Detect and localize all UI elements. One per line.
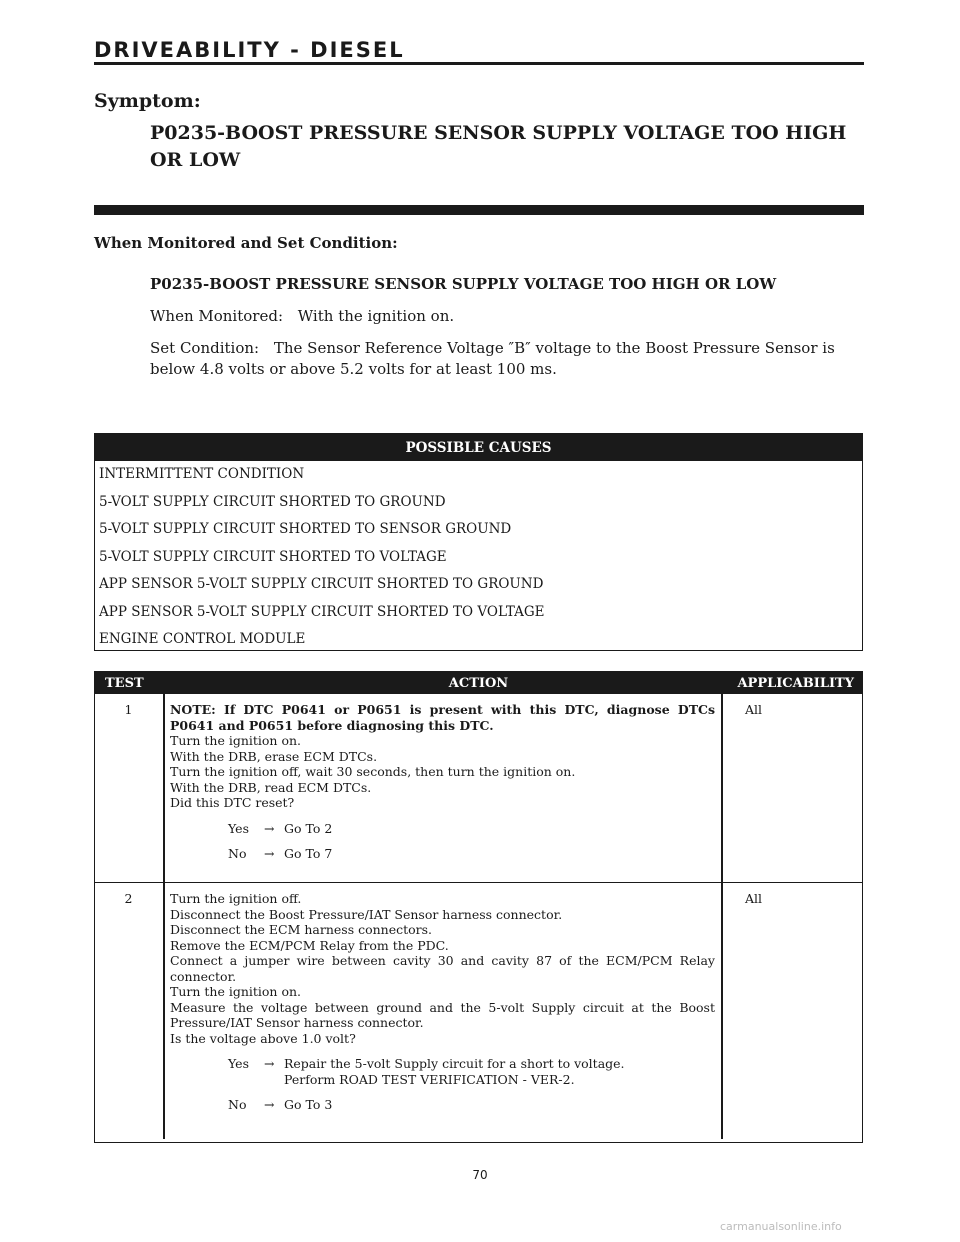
- symptom-title: [150, 120, 865, 174]
- set-condition: [150, 338, 865, 380]
- column-divider: [163, 883, 165, 1139]
- section-divider: [94, 205, 864, 215]
- test-step: Turn the ignition on.: [170, 733, 301, 748]
- test-action: [170, 883, 715, 1113]
- answer-no: [228, 846, 715, 862]
- monitor-conditions: [150, 274, 865, 391]
- column-divider: [163, 694, 165, 882]
- cause-item: APP SENSOR 5-VOLT SUPPLY CIRCUIT SHORTED TO VOLTAGE: [99, 603, 545, 620]
- header-applicability: APPLICABILITY: [737, 676, 854, 691]
- possible-causes-header: POSSIBLE CAUSES: [95, 434, 862, 461]
- cause-item: 5-VOLT SUPPLY CIRCUIT SHORTED TO VOLTAGE: [99, 548, 447, 565]
- answer-result-line: Perform ROAD TEST VERIFICATION - VER-2.: [284, 1071, 575, 1087]
- set-condition-label: Set Condition:: [150, 339, 260, 357]
- test-table-header: [95, 672, 862, 694]
- watermark: carmanualsonline.info: [720, 1220, 842, 1233]
- test-step: Disconnect the ECM harness connectors.: [170, 922, 433, 937]
- test-step: Turn the ignition on.: [170, 984, 301, 999]
- answer-result-line: Repair the 5-volt Supply circuit for a short to voltage.: [284, 1056, 625, 1071]
- arrow-icon: →: [264, 846, 275, 861]
- arrow-icon: →: [264, 1097, 275, 1112]
- section-header: DRIVEABILITY - DIESEL: [94, 38, 405, 62]
- answer-yes: [228, 1056, 715, 1087]
- answer-result: Go To 7: [284, 846, 333, 861]
- test-row: [95, 882, 862, 1139]
- test-step: With the DRB, read ECM DTCs.: [170, 779, 372, 795]
- test-step: Did this DTC reset?: [170, 795, 295, 810]
- page-number: 70: [472, 1168, 488, 1182]
- symptom-title-line1: P0235-BOOST PRESSURE SENSOR SUPPLY VOLTAGE TOO HIGH: [150, 122, 847, 144]
- header-test: TEST: [105, 676, 144, 691]
- when-monitored: [150, 306, 865, 327]
- answer-option: No: [228, 846, 247, 861]
- when-monitored-value: With the ignition on.: [297, 307, 455, 325]
- column-divider: [721, 694, 723, 882]
- arrow-icon: →: [264, 820, 275, 836]
- test-number: 2: [124, 891, 133, 906]
- set-condition-value: The Sensor Reference Voltage ″B″ voltage to the Boost Pressure Sensor is below 4.8 volts or above 5.2 volts for at least 100 ms.: [150, 339, 835, 378]
- column-divider: [721, 883, 723, 1139]
- test-row: [95, 694, 862, 882]
- test-table: [94, 671, 863, 1143]
- possible-causes-table: [94, 433, 863, 651]
- answer-no: [228, 1097, 715, 1113]
- cause-item: 5-VOLT SUPPLY CIRCUIT SHORTED TO SENSOR GROUND: [99, 521, 512, 537]
- answer-option: Yes: [228, 1056, 249, 1071]
- test-step: Connect a jumper wire between cavity 30 and cavity 87 of the ECM/PCM Relay connector.: [170, 953, 715, 984]
- arrow-icon: →: [264, 1056, 275, 1071]
- cause-item: INTERMITTENT CONDITION: [99, 466, 305, 482]
- when-monitored-label: When Monitored:: [150, 307, 283, 325]
- symptom-title-line2: OR LOW: [150, 149, 241, 171]
- test-step: Turn the ignition off, wait 30 seconds, then turn the ignition on.: [170, 764, 576, 779]
- header-rule: [94, 62, 864, 65]
- answer-result: [284, 1056, 715, 1087]
- symptom-label: Symptom:: [94, 90, 201, 112]
- test-applicability: All: [745, 891, 763, 906]
- test-number: 1: [124, 702, 133, 717]
- test-step: With the DRB, erase ECM DTCs.: [170, 748, 378, 764]
- dtc-title: P0235-BOOST PRESSURE SENSOR SUPPLY VOLTAGE TOO HIGH OR LOW: [150, 275, 777, 293]
- test-step: Measure the voltage between ground and the 5-volt Supply circuit at the Boost Pressure/IAT Sensor harness connector.: [170, 999, 715, 1030]
- monitor-label: When Monitored and Set Condition:: [94, 234, 398, 252]
- cause-item: APP SENSOR 5-VOLT SUPPLY CIRCUIT SHORTED TO GROUND: [99, 576, 544, 592]
- test-note: NOTE: If DTC P0641 or P0651 is present with this DTC, diagnose DTCs P0641 and P0651 before diagnosing this DTC.: [170, 702, 715, 733]
- test-action: [170, 694, 715, 862]
- cause-item: 5-VOLT SUPPLY CIRCUIT SHORTED TO GROUND: [99, 493, 446, 510]
- answer-option: Yes: [228, 820, 249, 836]
- answer-option: No: [228, 1097, 247, 1112]
- answer-result: Go To 2: [284, 820, 333, 836]
- test-step: Disconnect the Boost Pressure/IAT Sensor harness connector.: [170, 906, 563, 922]
- answer-yes: [228, 821, 715, 837]
- header-action: ACTION: [448, 676, 509, 691]
- answer-result: Go To 3: [284, 1097, 333, 1112]
- test-step: Remove the ECM/PCM Relay from the PDC.: [170, 937, 449, 953]
- test-applicability: All: [745, 702, 763, 717]
- test-step: Turn the ignition off.: [170, 891, 302, 906]
- cause-item: ENGINE CONTROL MODULE: [99, 631, 306, 647]
- test-step: Is the voltage above 1.0 volt?: [170, 1030, 356, 1046]
